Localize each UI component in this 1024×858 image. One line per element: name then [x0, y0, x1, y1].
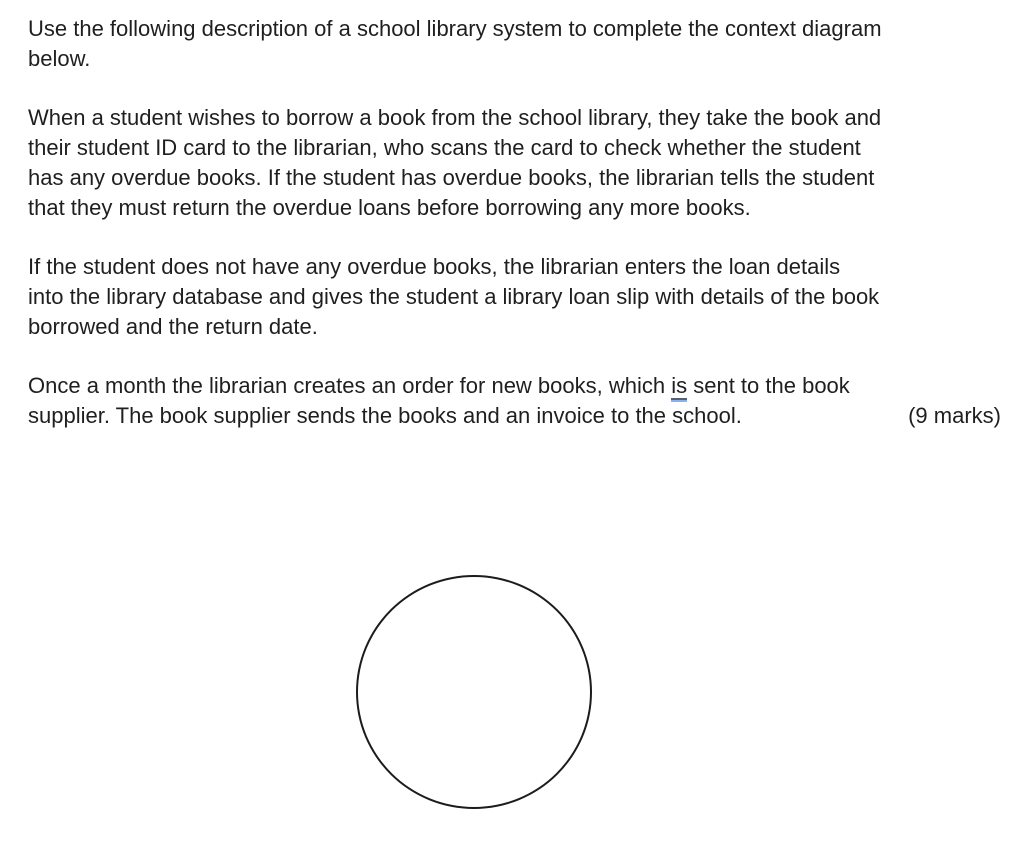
question-text — [28, 14, 1001, 460]
marks-label: (9 marks) — [908, 403, 1001, 428]
text-line — [28, 401, 1001, 431]
text-line: below. — [28, 46, 91, 71]
text-line: that they must return the overdue loans before borrowing any more books. — [28, 195, 751, 220]
context-diagram-process-circle — [356, 575, 592, 809]
instruction-paragraph — [28, 14, 1001, 74]
text-segment: supplier. The book supplier sends the books and an invoice to the school. — [28, 403, 742, 428]
text-line — [28, 371, 1001, 401]
text-line: When a student wishes to borrow a book from the school library, they take the book and — [28, 105, 882, 130]
order-paragraph — [28, 371, 1001, 431]
grammar-underlined-word: is — [671, 373, 688, 398]
text-segment: Once a month the librarian creates an order for new books, which — [28, 373, 672, 398]
text-line: If the student does not have any overdue books, the librarian enters the loan details — [28, 254, 841, 279]
text-segment: sent to the book — [687, 373, 850, 398]
text-line: has any overdue books. If the student has overdue books, the librarian tells the student — [28, 165, 875, 190]
text-line: their student ID card to the librarian, who scans the card to check whether the student — [28, 135, 861, 160]
text-line: Use the following description of a school library system to complete the context diagram — [28, 16, 882, 41]
loan-paragraph — [28, 252, 1001, 342]
borrowing-paragraph — [28, 103, 1001, 223]
text-line: borrowed and the return date. — [28, 314, 318, 339]
text-line: into the library database and gives the student a library loan slip with details of the book — [28, 284, 880, 309]
